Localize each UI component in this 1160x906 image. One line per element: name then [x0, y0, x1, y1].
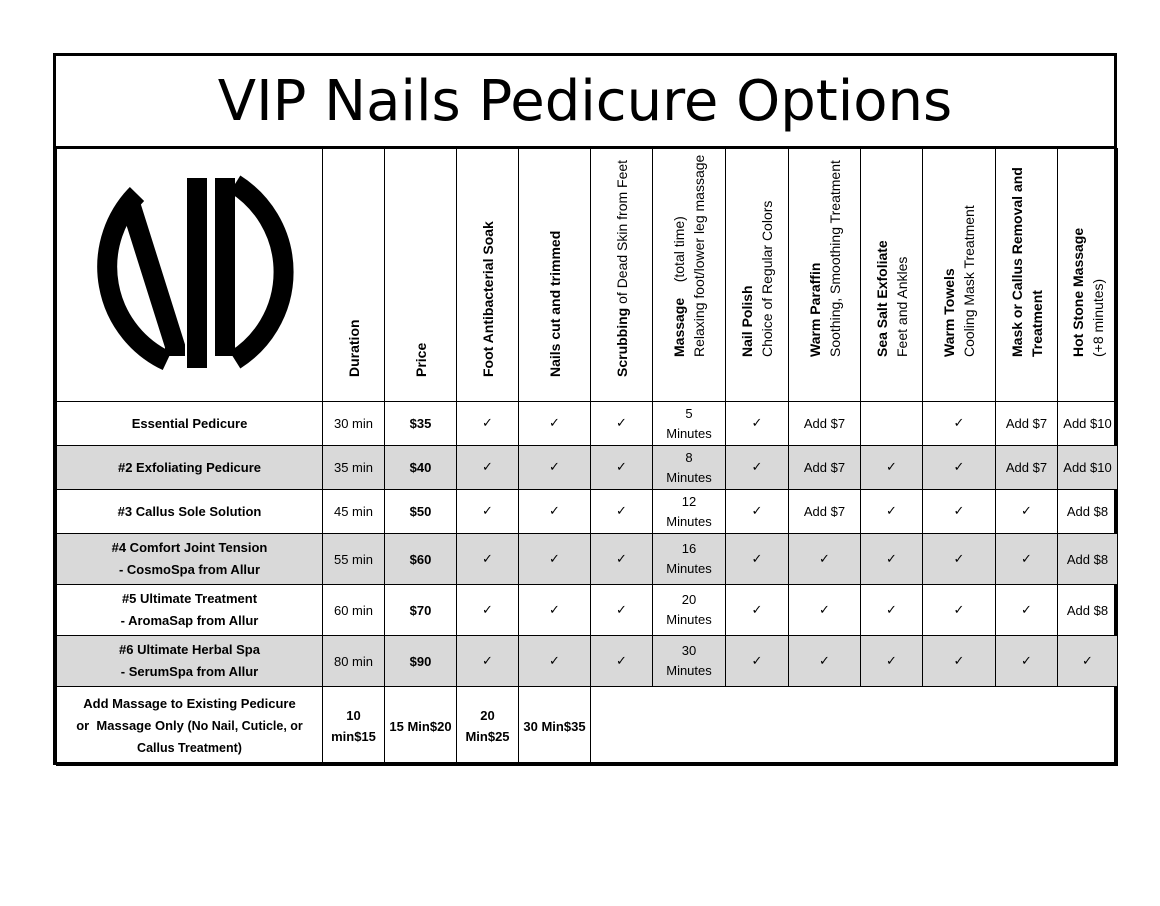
check-icon: ✓ [996, 585, 1058, 636]
price-cell: $60 [385, 534, 457, 585]
hot-stone-cell: Add $8 [1058, 534, 1118, 585]
check-icon: ✓ [923, 402, 996, 446]
paraffin-cell: Add $7 [789, 402, 861, 446]
addon-blank-area [591, 687, 1118, 766]
check-icon: ✓ [591, 636, 653, 687]
table-row [57, 402, 1118, 446]
table-row [57, 446, 1118, 490]
check-icon: ✓ [457, 490, 519, 534]
vip-logo [75, 170, 305, 380]
duration-cell: 30 min [323, 402, 385, 446]
massage-time: 5 Minutes [653, 402, 726, 446]
check-icon: ✓ [996, 490, 1058, 534]
check-icon: ✓ [591, 534, 653, 585]
check-icon: ✓ [726, 636, 789, 687]
check-icon: ✓ [457, 402, 519, 446]
service-name: #6 Ultimate Herbal Spa - SerumSpa from Allur [57, 636, 323, 687]
table-row [57, 636, 1118, 687]
price-cell: $90 [385, 636, 457, 687]
addon-massage-row [57, 687, 1118, 766]
massage-time: 20 Minutes [653, 585, 726, 636]
col-header-foot-soak: Foot Antibacterial Soak [457, 149, 519, 402]
check-icon: ✓ [861, 446, 923, 490]
sea-salt-cell [861, 402, 923, 446]
hot-stone-cell: Add $10 [1058, 446, 1118, 490]
check-icon: ✓ [861, 636, 923, 687]
massage-time: 8 Minutes [653, 446, 726, 490]
price-cell: $70 [385, 585, 457, 636]
massage-time: 12 Minutes [653, 490, 726, 534]
addon-massage-label: Add Massage to Existing Pedicure or Massage Only (No Nail, Cuticle, or Callus Treatment) [57, 687, 323, 766]
check-icon: ✓ [726, 585, 789, 636]
table-row [57, 490, 1118, 534]
service-name: #4 Comfort Joint Tension - CosmoSpa from Allur [57, 534, 323, 585]
check-icon: ✓ [861, 585, 923, 636]
col-header-price: Price [385, 149, 457, 402]
check-icon: ✓ [457, 636, 519, 687]
col-header-warm-paraffin: Warm Paraffin Soothing, Smoothing Treatment [789, 149, 861, 402]
check-icon: ✓ [726, 490, 789, 534]
col-header-massage: Massage (total time) Relaxing foot/lower leg massage [653, 149, 726, 402]
addon-option-15: 15 Min$20 [385, 687, 457, 766]
price-cell: $50 [385, 490, 457, 534]
check-icon: ✓ [457, 446, 519, 490]
check-icon: ✓ [519, 534, 591, 585]
col-header-scrubbing: Scrubbing of Dead Skin from Feet [591, 149, 653, 402]
col-header-warm-towels: Warm Towels Cooling Mask Treatment [923, 149, 996, 402]
duration-cell: 80 min [323, 636, 385, 687]
check-icon: ✓ [457, 534, 519, 585]
check-icon: ✓ [591, 490, 653, 534]
col-header-duration: Duration [323, 149, 385, 402]
check-icon: ✓ [923, 636, 996, 687]
logo-cell [57, 149, 323, 402]
check-icon: ✓ [1058, 636, 1118, 687]
check-icon: ✓ [789, 636, 861, 687]
header-row [57, 149, 1118, 402]
col-header-sea-salt: Sea Salt Exfoliate Feet and Ankles [861, 149, 923, 402]
pedicure-options-table [56, 148, 1118, 766]
check-icon: ✓ [591, 402, 653, 446]
check-icon: ✓ [996, 636, 1058, 687]
col-header-nail-polish: Nail Polish Choice of Regular Colors [726, 149, 789, 402]
hot-stone-cell: Add $8 [1058, 490, 1118, 534]
check-icon: ✓ [726, 534, 789, 585]
check-icon: ✓ [923, 534, 996, 585]
col-header-nails-cut: Nails cut and trimmed [519, 149, 591, 402]
massage-time: 16 Minutes [653, 534, 726, 585]
pedicure-options-sheet [53, 53, 1117, 765]
col-header-hot-stone: Hot Stone Massage (+8 minutes) [1058, 149, 1118, 402]
col-header-mask-callus: Mask or Callus Removal and Treatment [996, 149, 1058, 402]
check-icon: ✓ [923, 490, 996, 534]
check-icon: ✓ [861, 534, 923, 585]
addon-option-20: 20 Min$25 [457, 687, 519, 766]
price-cell: $35 [385, 402, 457, 446]
service-name: #5 Ultimate Treatment - AromaSap from Allur [57, 585, 323, 636]
duration-cell: 55 min [323, 534, 385, 585]
check-icon: ✓ [726, 446, 789, 490]
check-icon: ✓ [923, 446, 996, 490]
mask-cell: Add $7 [996, 402, 1058, 446]
check-icon: ✓ [519, 585, 591, 636]
paraffin-cell: Add $7 [789, 446, 861, 490]
page-title: VIP Nails Pedicure Options [56, 56, 1114, 148]
service-name: Essential Pedicure [57, 402, 323, 446]
check-icon: ✓ [789, 585, 861, 636]
duration-cell: 60 min [323, 585, 385, 636]
check-icon: ✓ [861, 490, 923, 534]
duration-cell: 45 min [323, 490, 385, 534]
check-icon: ✓ [519, 402, 591, 446]
duration-cell: 35 min [323, 446, 385, 490]
check-icon: ✓ [457, 585, 519, 636]
addon-option-10: 10 min$15 [323, 687, 385, 766]
check-icon: ✓ [519, 490, 591, 534]
service-name: #2 Exfoliating Pedicure [57, 446, 323, 490]
check-icon: ✓ [726, 402, 789, 446]
paraffin-cell: Add $7 [789, 490, 861, 534]
table-row [57, 534, 1118, 585]
check-icon: ✓ [923, 585, 996, 636]
check-icon: ✓ [519, 636, 591, 687]
check-icon: ✓ [519, 446, 591, 490]
table-row [57, 585, 1118, 636]
massage-time: 30 Minutes [653, 636, 726, 687]
hot-stone-cell: Add $8 [1058, 585, 1118, 636]
check-icon: ✓ [789, 534, 861, 585]
addon-option-30: 30 Min$35 [519, 687, 591, 766]
check-icon: ✓ [996, 534, 1058, 585]
check-icon: ✓ [591, 446, 653, 490]
hot-stone-cell: Add $10 [1058, 402, 1118, 446]
mask-cell: Add $7 [996, 446, 1058, 490]
price-cell: $40 [385, 446, 457, 490]
check-icon: ✓ [591, 585, 653, 636]
service-name: #3 Callus Sole Solution [57, 490, 323, 534]
